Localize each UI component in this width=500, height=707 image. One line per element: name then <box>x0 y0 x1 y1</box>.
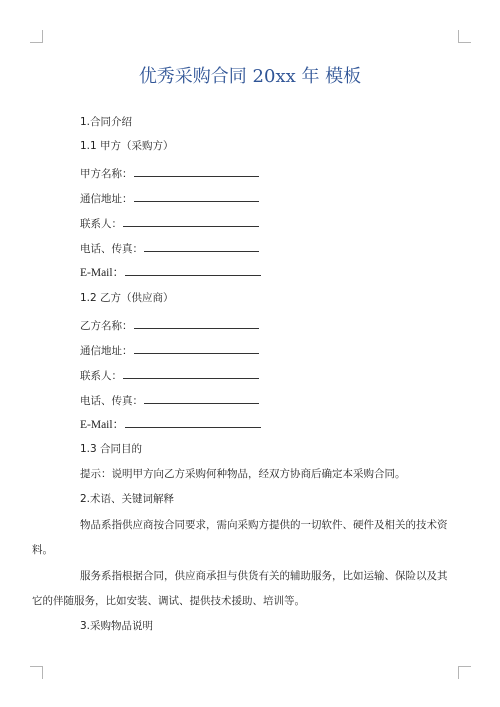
blank-line <box>125 265 261 276</box>
field-label: 甲方名称： <box>80 168 133 180</box>
field-label: 电话、传真： <box>80 395 143 407</box>
field-party-a-name <box>80 166 259 181</box>
field-party-a-phone-fax <box>80 241 259 256</box>
crop-mark-bottom-left <box>30 666 43 679</box>
field-label: 通信地址： <box>80 345 133 357</box>
blank-line <box>134 318 259 329</box>
section-heading-intro: 1.合同介绍 <box>80 116 133 128</box>
blank-line <box>134 191 259 202</box>
section-heading-purchase: 3.采购物品说明 <box>80 620 154 632</box>
field-party-a-address <box>80 191 259 206</box>
field-label: 联系人： <box>80 370 122 382</box>
field-label: E-Mail： <box>80 419 125 431</box>
blank-line <box>125 417 261 428</box>
blank-line <box>144 241 259 252</box>
service-definition-line-1: 服务系指根据合同，供应商承担与供货有关的辅助服务，比如运输、保险以及其 <box>80 570 448 582</box>
field-party-a-email <box>80 265 261 280</box>
field-label: 联系人： <box>80 218 122 230</box>
blank-line <box>123 216 259 227</box>
field-party-b-email <box>80 417 261 432</box>
document-title: 优秀采购合同 20xx 年 模板 <box>138 66 362 87</box>
blank-line <box>144 393 259 404</box>
field-label: 通信地址： <box>80 193 133 205</box>
field-party-a-contact <box>80 216 259 231</box>
section-heading-purpose: 1.3 合同目的 <box>80 443 143 455</box>
field-label: 电话、传真： <box>80 243 143 255</box>
blank-line <box>134 343 259 354</box>
blank-line <box>134 166 259 177</box>
goods-definition-line-1: 物品系指供应商按合同要求，需向采购方提供的一切软件、硬件及相关的技术资 <box>80 519 448 531</box>
crop-mark-top-left <box>30 30 43 43</box>
crop-mark-top-right <box>458 30 471 43</box>
field-party-b-address <box>80 343 259 358</box>
blank-line <box>123 368 259 379</box>
service-definition-line-2: 它的伴随服务，比如安装、调试、提供技术援助、培训等。 <box>32 595 305 607</box>
field-party-b-name <box>80 318 259 333</box>
section-heading-party-b: 1.2 乙方（供应商） <box>80 292 174 304</box>
section-heading-terms: 2.术语、关键词解释 <box>80 493 175 505</box>
field-party-b-contact <box>80 368 259 383</box>
field-party-b-phone-fax <box>80 393 259 408</box>
purpose-hint: 提示：说明甲方向乙方采购何种物品，经双方协商后确定本采购合同。 <box>80 468 406 480</box>
field-label: E-Mail： <box>80 267 125 279</box>
crop-mark-bottom-right <box>458 666 471 679</box>
goods-definition-line-2: 料。 <box>32 544 53 556</box>
field-label: 乙方名称： <box>80 320 133 332</box>
section-heading-party-a: 1.1 甲方（采购方） <box>80 140 174 152</box>
